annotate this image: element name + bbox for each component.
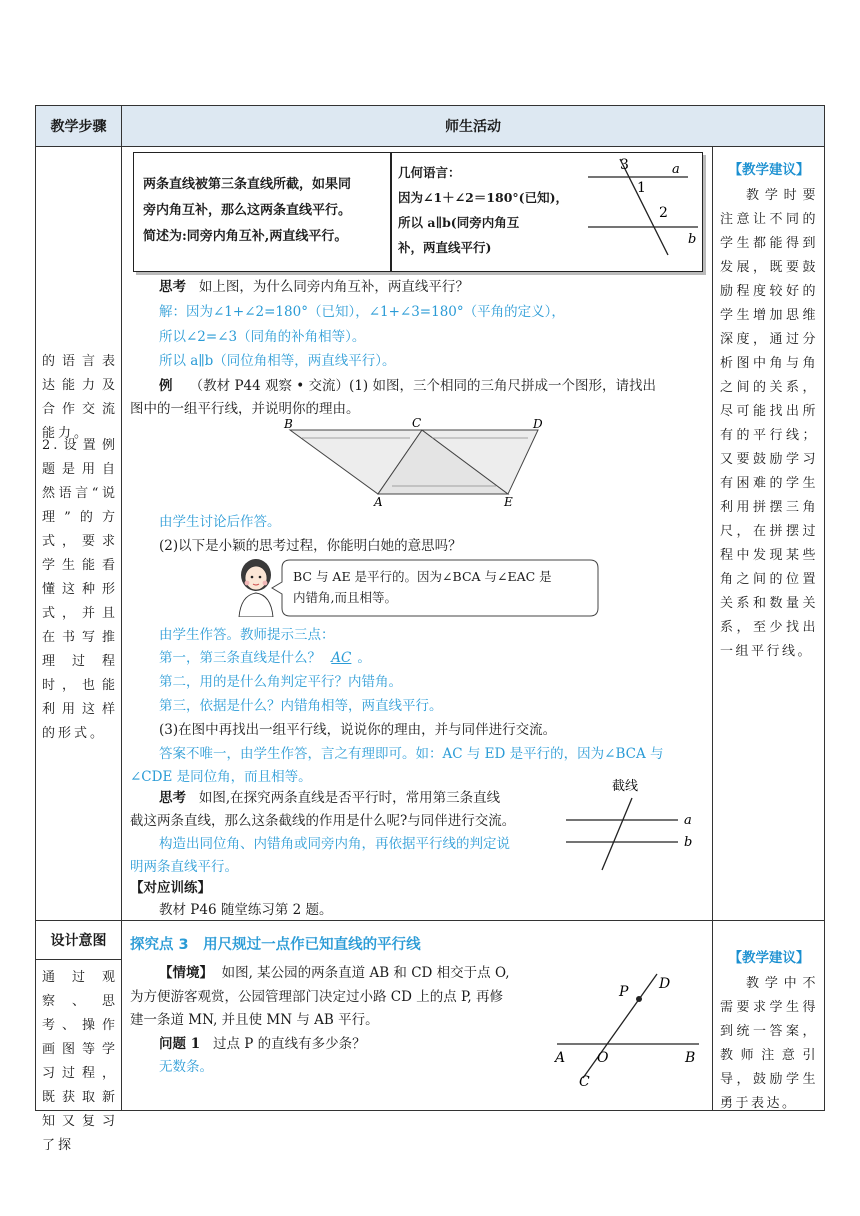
suggestion-body-1: 教学时要注意让不同的学生都能得到发展，既要鼓励程度较好的学生增加思维深度，通过分析图中角与角之间的关系，尽可能找出所有的平行线；又要鼓励学习有困难的学生利用拼摆三角尺，在拼摆过程中发现某些角之间的位置关系和数量关系，至少找出一组平行线。 [720,188,818,659]
fig-label-2: 2 [659,205,668,221]
theorem-figure [588,155,702,267]
example-line-1: （教材 P44 观察 • 交流）(1) 如图，三个相同的三角尺拼成一个图形，请找出 [189,378,656,394]
fig-transversal [602,798,632,870]
geometry-language [398,160,598,260]
example-ans3-1: 答案不唯一，由学生作答，言之有理即可。如：AC 与 ED 是平行的，因为∠BCA 与 [159,746,664,762]
triangle-rulers-figure [282,416,550,508]
example-hint-1 [159,647,371,669]
theorem-line-3: 简述为:同旁内角互补,两直线平行。 [143,229,348,244]
left-intent-2: 通过观察、思考、操作画图等学习过程，既获取新知又复习了探 [42,970,118,1153]
think2-line-1: 如图,在探究两条直线是否平行时，常用第三条直线 [198,790,501,806]
geo-line-1: 因为∠1＋∠2＝180°(已知)， [398,190,569,205]
theorem-statement [143,172,388,250]
hint1-blank: AC [331,650,352,666]
fig-label-D2: D [659,976,671,992]
practice-title: 【对应训练】 [130,880,211,896]
theorem-line-2: 旁内角互补，那么这两条直线平行。 [143,203,352,218]
header-activity-cell [121,105,825,147]
think2-ans-1: 构造出同位角、内错角或同旁内角，再依据平行线的判定说 [159,836,510,852]
bubble-line-1: BC 与 AE 是平行的。因为∠BCA 与∠EAC 是 [293,569,552,584]
question1-text: 过点 P 的直线有多少条？ [212,1036,366,1052]
fig-label-a2: a [684,813,692,828]
suggestion-title-1: 【教学建议】 [728,162,810,178]
bubble-text [293,566,552,608]
example-q2: (2)以下是小颖的思考过程，你能明白她的意思吗？ [159,538,462,554]
left-item-2: 2.设置例题是用自然语言“说理”的方式，要求学生能看懂这种形式，并且在书写推理过程时，也能利用这样的形式。 [42,438,118,741]
situation-line-3: 建一条道 MN, 并且使 MN 与 AB 平行。 [130,1012,379,1028]
header-activity: 师生活动 [445,119,501,135]
intersection-figure [553,966,705,1090]
suggestion-title-2: 【教学建议】 [728,950,810,966]
fig-label-3: 3 [620,157,629,173]
think2-text-2: 截这两条直线，那么这条截线的作用是什么呢?与同伴进行交流。 [130,813,516,829]
question1-label: 问题 1 [159,1036,201,1052]
fig-label-P: P [619,984,629,1000]
example-ans-intro: 由学生作答。教师提示三点： [159,627,335,643]
fig-label-b2: b [684,835,693,850]
theorem-box-divider [390,152,392,272]
fig-label-O: O [597,1050,609,1066]
left-goal-text: 的语言表达能力及合作交流能力。 [42,354,118,441]
fig-label-C: C [412,416,422,430]
fig-title-transversal: 截线 [612,779,639,794]
point-P [636,996,642,1002]
bubble-line-2: 内错角,而且相等。 [293,590,397,605]
header-steps: 教学步骤 [50,119,107,135]
answer1: 无数条。 [159,1059,213,1075]
geo-line-3: 补，两直线平行) [398,240,492,255]
suggestion-body-2: 教学中不需要求学生得到统一答案，教师注意引导，鼓励学生勇于表达。 [720,976,818,1111]
fig-label-A: A [374,495,383,508]
situation-line-2: 为方便游客观赏，公园管理部门决定过小路 CD 上的点 P, 再修 [130,989,503,1005]
think1-label: 思考 [159,279,186,295]
think1-sol-1: 解：因为∠1+∠2=180°（已知），∠1+∠3=180°（平角的定义）， [159,304,565,320]
think2-ans-2: 明两条直线平行。 [130,859,238,875]
fig-label-D: D [533,417,543,431]
geo-line-2: 所以 a∥b(同旁内角互 [398,215,520,230]
example-text-2: 图中的一组平行线，并说明你的理由。 [130,401,360,417]
think1-sol-2: 所以∠2=∠3（同角的补角相等）。 [159,329,366,345]
situation-label: 【情境】 [159,965,213,981]
fig-label-B2: B [685,1050,696,1066]
example-q3: (3)在图中再找出一组平行线，说说你的理由，并与同伴进行交流。 [159,722,557,738]
think1-sol-3: 所以 a∥b（同位角相等，两直线平行）。 [159,353,396,369]
fig-label-a: a [672,162,680,177]
geo-title: 几何语言： [398,165,461,180]
theorem-line-1: 两条直线被第三条直线所截，如果同 [143,177,352,192]
situation-line-1 [159,962,510,984]
hint1-text: 第一，第三条直线是什么？ [159,650,321,666]
fig-label-B: B [284,417,293,431]
transversal-figure [560,772,710,876]
example-hint-3: 第三，依据是什么？内错角相等，两直线平行。 [159,698,443,714]
example-discuss: 由学生讨论后作答。 [159,514,281,530]
header-steps-cell [35,105,122,147]
fig-label-b: b [688,232,697,247]
fig-label-E: E [504,495,513,508]
section3-title: 探究点 3 用尺规过一点作已知直线的平行线 [130,937,421,953]
design-intent-cell [35,920,122,960]
think1-question [159,276,469,298]
hint1-end: 。 [357,650,371,666]
think2-text-1 [159,787,500,809]
example-hint-2: 第二，用的是什么角判定平行？内错角。 [159,674,402,690]
situation-text-1: 如图, 某公园的两条直道 AB 和 CD 相交于点 O, [221,965,510,981]
question1 [159,1033,366,1055]
example-ans3-2: ∠CDE 是同位角，而且相等。 [130,769,312,785]
example-label: 例 [159,378,173,394]
fig-label-A2: A [555,1050,566,1066]
fig-label-1: 1 [637,180,646,196]
fig-label-C2: C [579,1074,590,1090]
example-text-1 [159,375,656,397]
think1-question-text: 如上图，为什么同旁内角互补，两直线平行？ [198,279,469,295]
design-intent-label: 设计意图 [50,933,107,949]
practice-text: 教材 P46 随堂练习第 2 题。 [159,902,333,918]
think2-label: 思考 [159,790,186,806]
